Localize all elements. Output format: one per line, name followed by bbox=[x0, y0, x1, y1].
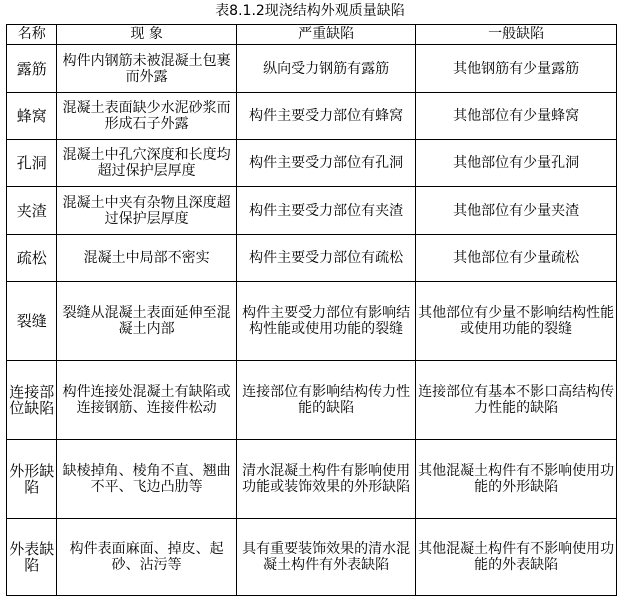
table-row bbox=[7, 282, 617, 361]
defect-name: 夹渣 bbox=[7, 187, 57, 235]
defect-general: 其他钢筋有少量露筋 bbox=[416, 45, 617, 93]
defect-name: 蜂窝 bbox=[7, 93, 57, 140]
defect-severe: 构件主要受力部位有蜂窝 bbox=[236, 93, 415, 140]
defect-phenomenon: 混凝土表面缺少水泥砂浆而形成石子外露 bbox=[57, 93, 236, 140]
table-row bbox=[7, 45, 617, 93]
defect-general: 其他部位有少量孔洞 bbox=[416, 140, 617, 187]
defect-phenomenon: 裂缝从混凝土表面延伸至混凝土内部 bbox=[57, 282, 236, 361]
defect-severe: 构件主要受力部位有影响结构性能或使用功能的裂缝 bbox=[236, 282, 415, 361]
defect-severe: 清水混凝土构件有影响使用功能或装饰效果的外形缺陷 bbox=[236, 440, 415, 519]
defect-name: 疏松 bbox=[7, 235, 57, 282]
defect-general: 其他混凝土构件有不影响使用功能的外形缺陷 bbox=[416, 440, 617, 519]
defect-general: 其他部位有少量夹渣 bbox=[416, 187, 617, 235]
defects-table bbox=[6, 24, 617, 596]
defect-severe: 构件主要受力部位有疏松 bbox=[236, 235, 415, 282]
defect-name: 露筋 bbox=[7, 45, 57, 93]
defect-phenomenon: 混凝土中局部不密实 bbox=[57, 235, 236, 282]
defect-severe: 构件主要受力部位有夹渣 bbox=[236, 187, 415, 235]
defect-severe: 构件主要受力部位有孔洞 bbox=[236, 140, 415, 187]
header-name: 名称 bbox=[7, 25, 57, 45]
defect-general: 其他混凝土构件有不影响使用功能的外表缺陷 bbox=[416, 519, 617, 596]
header-phenomenon: 现 象 bbox=[57, 25, 236, 45]
defect-name: 连接部位缺陷 bbox=[7, 361, 57, 440]
table-row bbox=[7, 440, 617, 519]
table-row bbox=[7, 140, 617, 187]
table-row bbox=[7, 519, 617, 596]
defect-name: 外表缺陷 bbox=[7, 519, 57, 596]
defect-general: 连接部位有基本不影口高结构传力性能的缺陷 bbox=[416, 361, 617, 440]
header-general: 一般缺陷 bbox=[416, 25, 617, 45]
defect-general: 其他部位有少量不影响结构性能或使用功能的裂缝 bbox=[416, 282, 617, 361]
defect-general: 其他部位有少量蜂窝 bbox=[416, 93, 617, 140]
table-row bbox=[7, 235, 617, 282]
defect-name: 孔洞 bbox=[7, 140, 57, 187]
defect-general: 其他部位有少量疏松 bbox=[416, 235, 617, 282]
defect-severe: 具有重要装饰效果的清水混凝土构件有外表缺陷 bbox=[236, 519, 415, 596]
defect-phenomenon: 混凝土中孔穴深度和长度均超过保护层厚度 bbox=[57, 140, 236, 187]
defect-phenomenon: 构件内钢筋未被混凝土包裹而外露 bbox=[57, 45, 236, 93]
table-row bbox=[7, 187, 617, 235]
defect-phenomenon: 构件连接处混凝土有缺陷或连接钢筋、连接件松动 bbox=[57, 361, 236, 440]
defect-severe: 纵向受力钢筋有露筋 bbox=[236, 45, 415, 93]
defect-name: 裂缝 bbox=[7, 282, 57, 361]
header-row bbox=[7, 25, 617, 45]
header-severe: 严重缺陷 bbox=[236, 25, 415, 45]
defect-severe: 连接部位有影响结构传力性能的缺陷 bbox=[236, 361, 415, 440]
defect-phenomenon: 混凝土中夹有杂物且深度超过保护层厚度 bbox=[57, 187, 236, 235]
defect-name: 外形缺陷 bbox=[7, 440, 57, 519]
table-title: 表8.1.2现浇结构外观质量缺陷 bbox=[215, 3, 405, 19]
defect-phenomenon: 构件表面麻面、掉皮、起砂、沾污等 bbox=[57, 519, 236, 596]
defect-phenomenon: 缺棱掉角、棱角不直、翘曲不平、飞边凸肋等 bbox=[57, 440, 236, 519]
table-row bbox=[7, 93, 617, 140]
table-row bbox=[7, 361, 617, 440]
